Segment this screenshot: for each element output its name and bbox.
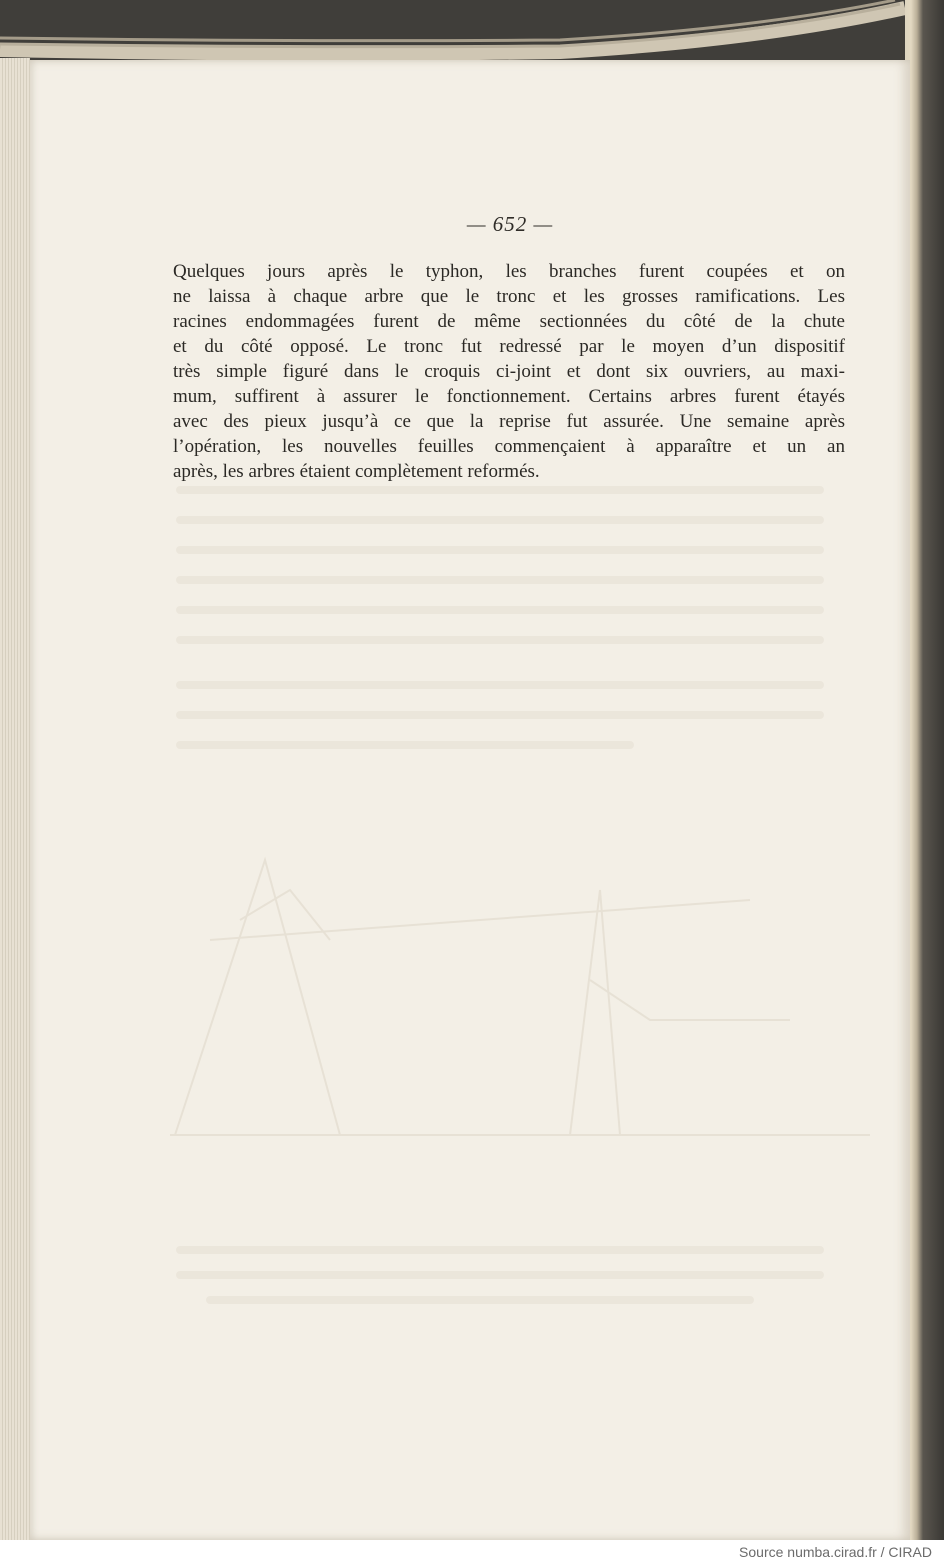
paragraph-line: mum, suffirent à assurer le fonctionnement. Certains arbres furent étayés [173, 386, 845, 407]
paragraph-line: après, les arbres étaient complètement reformés. [173, 461, 540, 482]
paragraph-line: Quelques jours après le typhon, les branches furent coupées et on [173, 261, 845, 282]
sketch-show-through [170, 860, 870, 1135]
paragraph-line: et du côté opposé. Le tronc fut redressé par le moyen d’un dispositif [173, 336, 845, 357]
footer-bar [0, 1540, 944, 1566]
source-credit: Source numba.cirad.fr / CIRAD [739, 1544, 932, 1560]
paragraph-line: très simple figuré dans le croquis ci-joint et dont six ouvriers, au maxi- [173, 361, 845, 382]
book-gutter-edge [905, 0, 944, 1540]
paragraph-line: ne laissa à chaque arbre que le tronc et les grosses ramifications. Les [173, 286, 845, 307]
paragraph-line: racines endommagées furent de même sectionnées du côté de la chute [173, 311, 845, 332]
stacked-page-edges [0, 0, 944, 60]
left-page-stack [0, 58, 30, 1540]
paragraph-line: l’opération, les nouvelles feuilles commençaient à apparaître et un an [173, 436, 845, 457]
paragraph-line: avec des pieux jusqu’à ce que la reprise fut assurée. Une semaine après [173, 411, 845, 432]
page-number: — 652 — [466, 212, 554, 236]
book-page [30, 60, 910, 1540]
